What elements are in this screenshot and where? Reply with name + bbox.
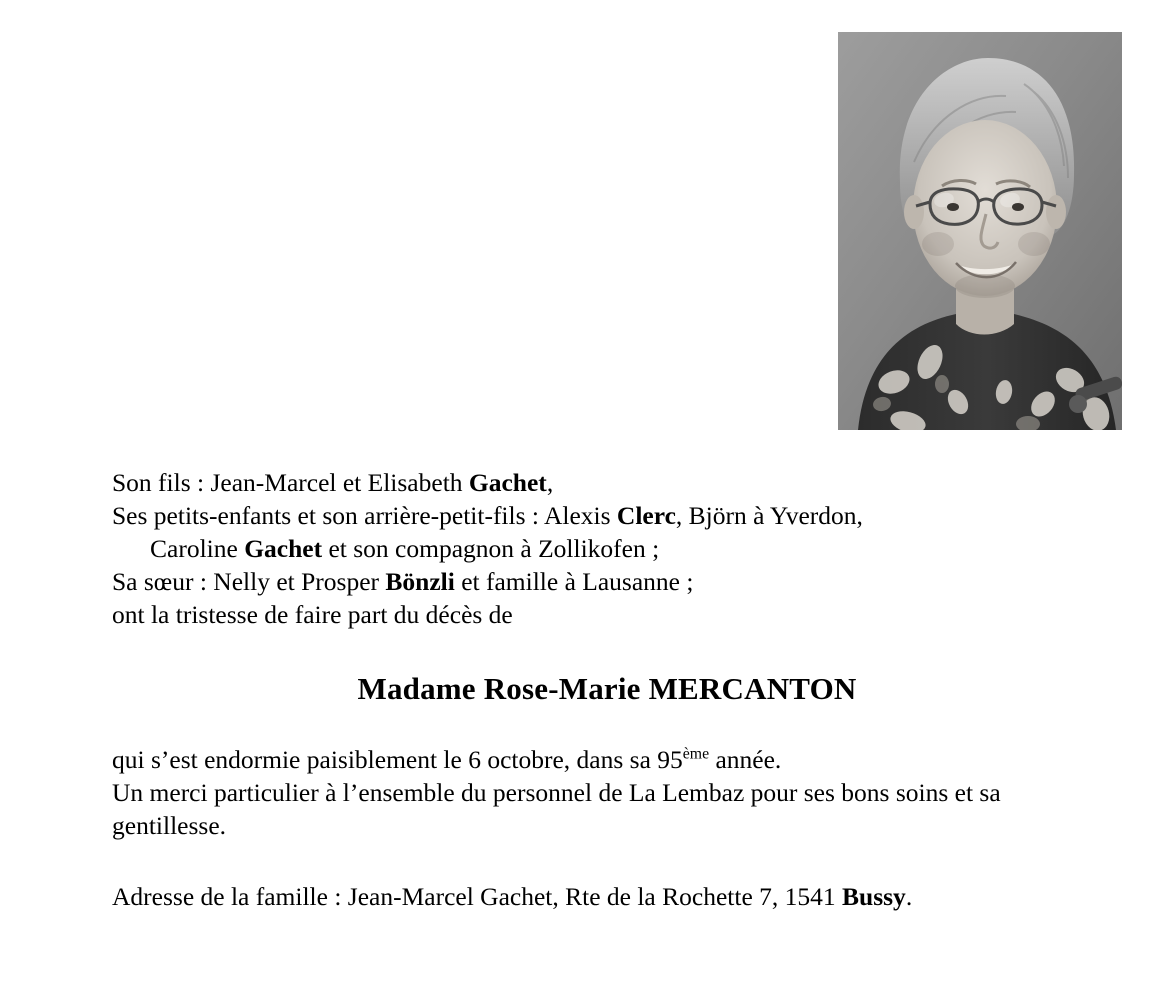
relative-suffix: , xyxy=(546,468,554,497)
address-prefix: Adresse de la famille : Jean-Marcel Gachet, Rte de la Rochette 7, 1541 xyxy=(112,882,843,911)
relative-surname: Gachet xyxy=(244,534,323,563)
relative-surname: Gachet xyxy=(468,468,547,497)
relative-line xyxy=(112,532,1102,565)
address-suffix: . xyxy=(905,882,913,911)
announcement-text: ont la tristesse de faire part du décès de xyxy=(112,600,513,629)
deceased-name: Madame Rose-Marie MERCANTON xyxy=(357,671,857,706)
family-address xyxy=(112,880,1102,913)
relative-prefix: Ses petits-enfants et son arrière-petit-fils : Alexis xyxy=(112,501,617,530)
passing-prefix: qui s’est endormie paisiblement le 6 octobre, dans sa 95 xyxy=(112,745,683,774)
relatives-list xyxy=(112,466,1102,631)
address-city: Bussy xyxy=(842,882,906,911)
passing-paragraph xyxy=(112,743,1097,776)
passing-suffix: année. xyxy=(709,745,782,774)
portrait-photo xyxy=(838,32,1122,430)
relative-prefix: Sa sœur : Nelly et Prosper xyxy=(112,567,386,596)
relative-prefix: Caroline xyxy=(150,534,245,563)
relative-line xyxy=(112,466,1102,499)
relative-suffix: et famille à Lausanne ; xyxy=(454,567,694,596)
relative-line xyxy=(112,499,1102,532)
relative-surname: Bönzli xyxy=(385,567,455,596)
relative-suffix: , Björn à Yverdon, xyxy=(675,501,863,530)
thanks-paragraph: Un merci particulier à l’ensemble du personnel de La Lembaz pour ses bons soins et sa gentillesse. xyxy=(112,778,1001,840)
relative-prefix: Son fils : Jean-Marcel et Elisabeth xyxy=(112,468,469,497)
portrait-image xyxy=(838,32,1122,430)
notice-text xyxy=(112,466,1102,913)
ordinal-suffix: ème xyxy=(682,745,710,763)
relative-suffix: et son compagnon à Zollikofen ; xyxy=(322,534,660,563)
relative-line xyxy=(112,565,1102,598)
relative-surname: Clerc xyxy=(616,501,676,530)
announcement-line xyxy=(112,598,1102,631)
